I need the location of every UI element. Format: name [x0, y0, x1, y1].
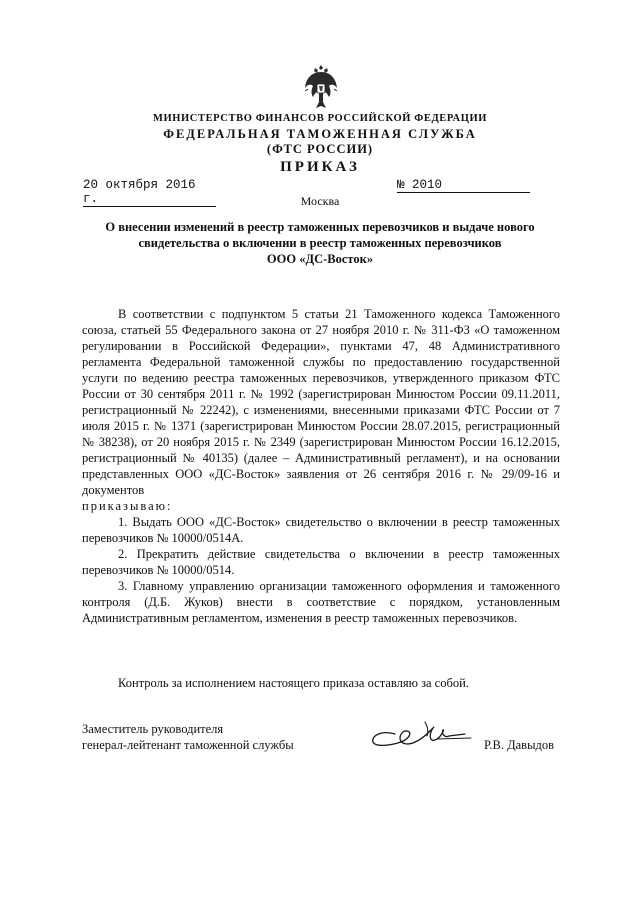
order-city: Москва — [300, 194, 340, 208]
title-line: свидетельства о включении в реестр таможенных перевозчиков — [138, 236, 502, 250]
ministry-name: МИНИСТЕРСТВО ФИНАНСОВ РОССИЙСКОЙ ФЕДЕРАЦИИ — [152, 113, 488, 124]
handwritten-signature-icon — [367, 716, 473, 760]
service-name: ФЕДЕРАЛЬНАЯ ТАМОЖЕННАЯ СЛУЖБА — [163, 127, 477, 141]
order-item: 3. Главному управлению организации таможенного оформления и таможенного контроля (Д.Б. Жуков) внести в соответствие с порядком, установленным Административным регламентом, изменения в реестр таможенных перевозчиков. — [82, 579, 560, 625]
document-body — [82, 306, 560, 626]
title-line: О внесении изменений в реестр таможенных перевозчиков и выдаче нового — [105, 220, 535, 234]
signatory-name: Р.В. Давыдов — [484, 738, 554, 752]
order-item: 1. Выдать ООО «ДС-Восток» свидетельство о включении в реестр таможенных перевозчиков № 10000/0514А. — [82, 515, 560, 545]
title-line: ООО «ДС-Восток» — [266, 252, 374, 266]
order-number: № 2010 — [397, 178, 530, 193]
position-line: Заместитель руководителя — [82, 722, 224, 736]
service-short-name: (ФТС РОССИИ) — [266, 142, 374, 156]
order-verb: приказываю: — [82, 499, 173, 513]
document-title — [70, 219, 570, 267]
preamble-paragraph: В соответствии с подпунктом 5 статьи 21 Таможенного кодекса Таможенного союза, статьей 55 Федерального закона от 27 ноября 2010 г. № 311-ФЗ «О таможенном регулировании в Российской Федерации», пунктами 47, 48 Административного регламента Федеральной таможенной службы по предоставлению государственной услуги по ведению реестра таможенных перевозчиков, утвержденного приказом ФТС России от 30 сентября 2011 г. № 1992 (зарегистрирован Минюстом России 09.11.2011, регистрационный № 22242), с изменениями, внесенными приказами ФТС России от 7 июля 2015 г. № 1371 (зарегистрирован Минюстом России 28.07.2015, регистрационный № 38238), от 20 ноября 2015 г. № 2349 (зарегистрирован Минюстом России 16.12.2015, регистрационный № 40135) (далее – Административный регламент), и на основании представленных ООО «ДС-Восток» заявления от 26 сентября 2016 г. № 29/09-16 и документов — [82, 307, 560, 497]
position-line: генерал-лейтенант таможенной службы — [82, 738, 294, 752]
control-paragraph: Контроль за исполнением настоящего приказа оставляю за собой. — [118, 676, 469, 690]
signatory-position — [82, 721, 294, 753]
coat-of-arms-icon — [302, 62, 340, 114]
document-type: ПРИКАЗ — [280, 159, 360, 175]
order-item: 2. Прекратить действие свидетельства о включении в реестр таможенных перевозчиков № 10000/0514. — [82, 547, 560, 577]
order-date: 20 октября 2016 г. — [83, 178, 216, 207]
